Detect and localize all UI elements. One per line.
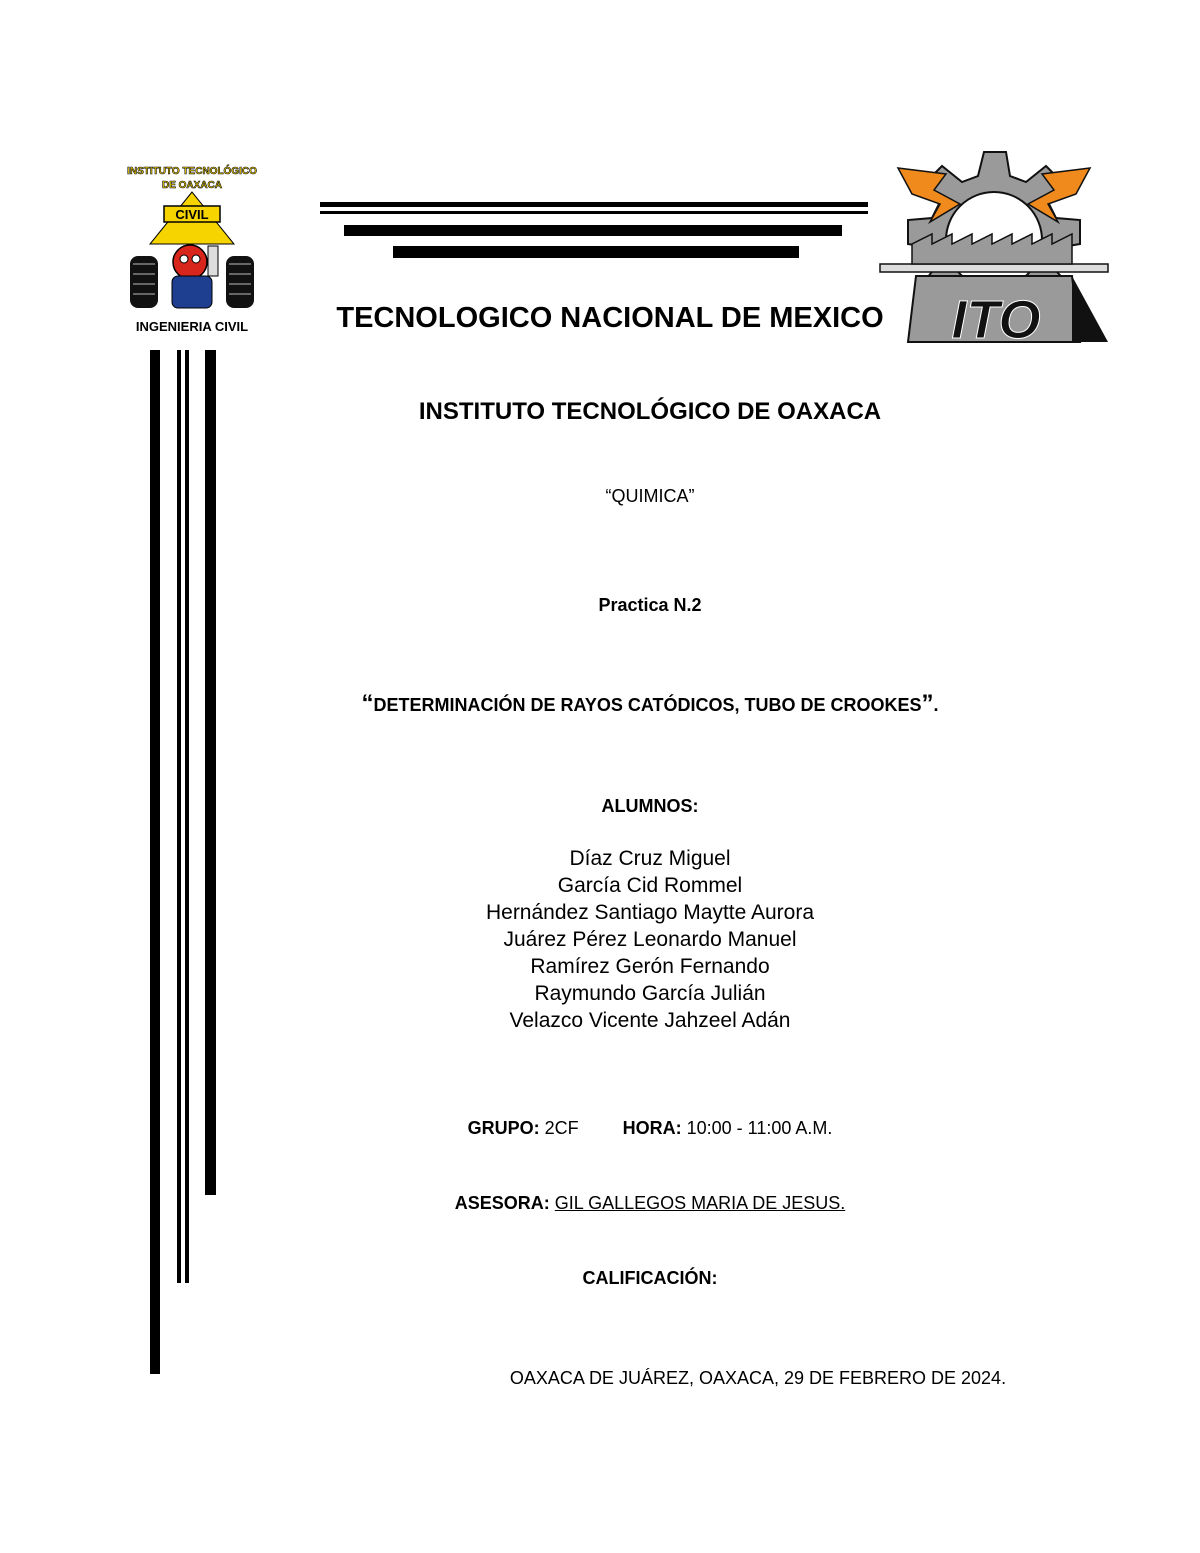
side-rule-1 — [150, 350, 160, 1374]
side-rule-2 — [177, 350, 181, 1283]
list-item: Ramírez Gerón Fernando — [530, 955, 770, 978]
advisor-row — [300, 1193, 1000, 1214]
header-rule-2 — [320, 211, 868, 214]
topic-end: . — [933, 695, 939, 715]
students-list — [300, 845, 1000, 1034]
subject-title: “QUIMICA” — [605, 486, 695, 506]
group-label: GRUPO: — [467, 1118, 540, 1138]
group-hour-row — [300, 1118, 1000, 1139]
hour-value: 10:00 - 11:00 A.M. — [681, 1118, 833, 1138]
topic-close-quote: ” — [921, 690, 934, 717]
place-date: OAXACA DE JUÁREZ, OAXACA, 29 DE FEBRERO DE 2024. — [509, 1368, 1007, 1388]
page-title: TECNOLOGICO NACIONAL DE MEXICO — [336, 302, 884, 334]
civil-logo-line-4: INGENIERIA CIVIL — [135, 319, 249, 334]
side-rule-3 — [185, 350, 189, 1283]
list-item: García Cid Rommel — [557, 874, 743, 897]
ito-logo — [876, 146, 1112, 372]
list-item: Raymundo García Julián — [534, 982, 766, 1005]
advisor-name: GIL GALLEGOS MARIA DE JESUS. — [554, 1193, 846, 1213]
civil-logo-line-1: INSTITUTO TECNOLÓGICO — [127, 166, 257, 177]
list-item: Díaz Cruz Miguel — [569, 847, 731, 870]
side-rule-4 — [205, 350, 216, 1195]
grade-label: CALIFICACIÓN: — [582, 1268, 718, 1288]
topic-open-quote: “ — [361, 690, 374, 717]
advisor-label: ASESORA: — [454, 1193, 550, 1213]
ito-logo-text: ITO — [951, 290, 1041, 350]
practice-topic — [250, 690, 1050, 718]
civil-logo-line-2: DE OAXACA — [161, 180, 223, 191]
group-value: 2CF — [539, 1118, 579, 1138]
header-rule-1 — [320, 202, 868, 207]
practice-number: Practica N.2 — [598, 595, 702, 615]
civil-engineering-logo — [120, 158, 265, 338]
students-label: ALUMNOS: — [601, 796, 699, 816]
list-item: Juárez Pérez Leonardo Manuel — [503, 928, 797, 951]
institute-name: INSTITUTO TECNOLÓGICO DE OAXACA — [418, 398, 882, 425]
topic-text: DETERMINACIÓN DE RAYOS CATÓDICOS, TUBO DE CROOKES — [373, 695, 922, 715]
header-rule-3 — [344, 225, 842, 236]
header-rule-4 — [393, 246, 799, 258]
list-item: Velazco Vicente Jahzeel Adán — [509, 1009, 791, 1032]
civil-logo-line-3: CIVIL — [175, 207, 209, 222]
hour-label: HORA: — [622, 1118, 682, 1138]
list-item: Hernández Santiago Maytte Aurora — [485, 901, 815, 924]
